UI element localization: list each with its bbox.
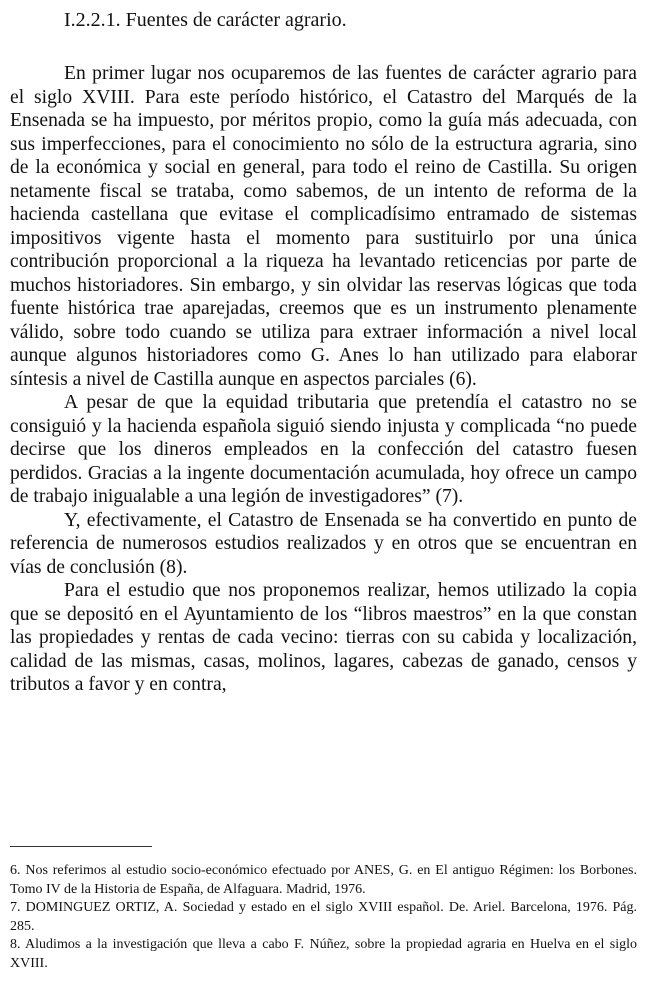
paragraph-2: A pesar de que la equidad tributaria que pretendía el catastro no se consiguió y la hacienda española siguió siendo injusta y complicada “no puede decirse que los dineros empleados en la confección del catastro fuesen perdidos. Gracias a la ingente documentación acumulada, hoy ofrece un campo de trabajo inigualable a una legión de investigadores” (7). [10, 392, 637, 507]
footnote-divider [10, 846, 152, 847]
section-title: I.2.2.1. Fuentes de carácter agrario. [64, 9, 347, 31]
footnote-7: 7. DOMINGUEZ ORTIZ, A. Sociedad y estado en el siglo XVIII español. De. Ariel. Barcelona, 1976. Pág. 285. [10, 900, 637, 934]
footnote-8: 8. Aludimos a la investigación que lleva a cabo F. Núñez, sobre la propiedad agraria en Huelva en el siglo XVIII. [10, 937, 637, 971]
paragraph-4: Para el estudio que nos proponemos realizar, hemos utilizado la copia que se depositó en el Ayuntamiento de los “libros maestros” en la que constan las propiedades y rentas de cada vecino: tierras con su cabida y localización, calidad de las mismas, casas, molinos, lagares, cabezas de ganado, censos y tributos a favor y en contra, [10, 580, 637, 695]
footnotes [10, 862, 637, 973]
body-text [10, 62, 637, 697]
paragraph-3: Y, efectivamente, el Catastro de Ensenada se ha convertido en punto de referencia de numerosos estudios realizados y en otros que se encuentran en vías de conclusión (8). [10, 509, 637, 578]
footnote-6: 6. Nos referimos al estudio socio-económico efectuado por ANES, G. en El antiguo Régimen: los Borbones. Tomo IV de la Historia de España, de Alfaguara. Madrid, 1976. [10, 863, 637, 897]
paragraph-1: En primer lugar nos ocuparemos de las fuentes de carácter agrario para el siglo XVIII. Para este período histórico, el Catastro del Marqués de la Ensenada se ha impuesto, por méritos propio, como la guía más adecuada, con sus imperfecciones, para el conocimiento no sólo de la estructura agraria, sino de la económica y social en general, para todo el reino de Castilla. Su origen netamente fiscal se trataba, como sabemos, de un intento de reforma de la hacienda castellana que evitase el complicadísimo entramado de sistemas impositivos vigente hasta el momento para sustituirlo por una única contribución proporcional a la riqueza ha levantado reticencias por parte de muchos historiadores. Sin embargo, y sin olvidar las reservas lógicas que toda fuente histórica trae aparejadas, creemos que es un instrumento plenamente válido, sobre todo cuando se utiliza para extraer información a nivel local aunque algunos historiadores como G. Anes lo han utilizado para elaborar síntesis a nivel de Castilla aunque en aspectos parciales (6). [10, 63, 637, 390]
